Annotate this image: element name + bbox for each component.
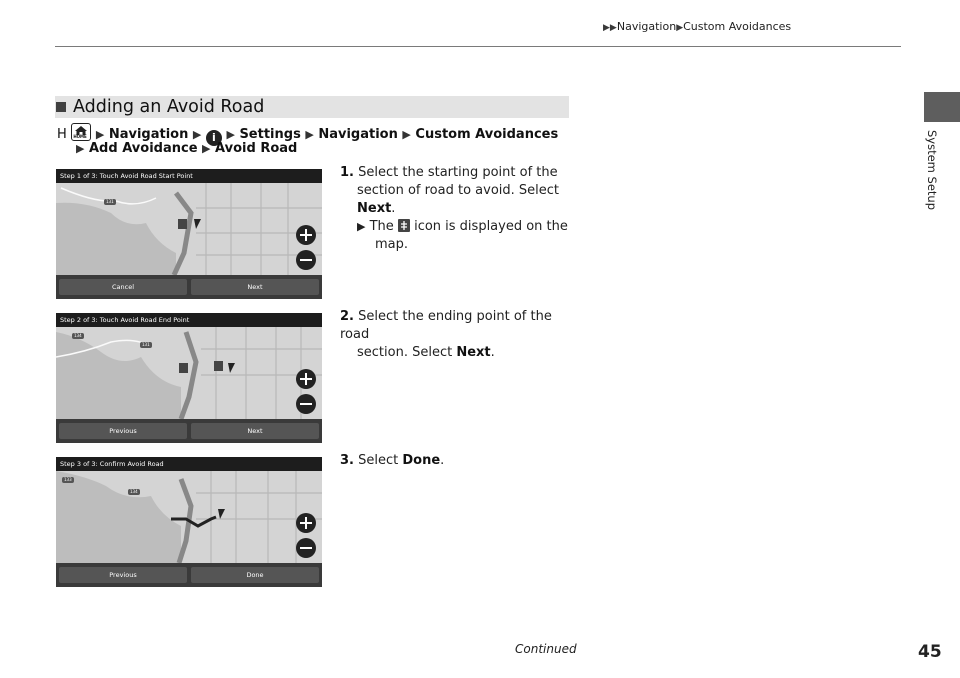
triangle-icon: ▶	[226, 128, 235, 141]
route-badge: 134	[74, 333, 82, 338]
path-item: Navigation	[108, 127, 189, 142]
menu-path-continued	[76, 141, 297, 156]
screenshot-step-3	[56, 457, 322, 587]
triangle-icon: ▶	[202, 142, 211, 155]
continued-label: Continued	[515, 642, 577, 656]
route-badge: 133	[64, 477, 72, 482]
triangle-icon: ▶	[95, 128, 105, 141]
screenshot-step-2	[56, 313, 322, 443]
screen-title: Step 2 of 3: Touch Avoid Road End Point	[56, 313, 322, 327]
previous-button[interactable]: Previous	[59, 567, 187, 583]
route-badge: 131	[106, 199, 114, 204]
triangle-icon: ▶	[76, 142, 85, 155]
cancel-button[interactable]: Cancel	[59, 279, 187, 295]
side-tab-label: System Setup	[925, 130, 939, 211]
screen-title: Step 3 of 3: Confirm Avoid Road	[56, 457, 322, 471]
breadcrumb-item[interactable]: Custom Avoidances	[683, 20, 792, 33]
path-item: Settings	[239, 127, 301, 142]
button-bar	[56, 419, 322, 443]
section-header	[55, 96, 569, 118]
h-glyph: H	[57, 127, 67, 142]
section-title: Adding an Avoid Road	[73, 97, 265, 117]
breadcrumb	[603, 20, 791, 33]
triangle-icon: ▶	[676, 23, 684, 33]
next-button[interactable]: Next	[191, 423, 319, 439]
next-button[interactable]: Next	[191, 279, 319, 295]
breadcrumb-item[interactable]: Navigation	[616, 20, 677, 33]
step-3: 3. Select Done.	[340, 453, 445, 468]
path-item: Avoid Road	[215, 141, 298, 156]
info-icon: i	[206, 130, 222, 146]
triangle-icon: ▶	[305, 128, 314, 141]
triangle-icon: ▶	[402, 128, 411, 141]
screenshot-step-1	[56, 169, 322, 299]
avoid-point-icon	[398, 219, 410, 232]
step-2: 2. Select the ending point of the road section. Select Next.	[340, 309, 552, 360]
map-view	[56, 327, 322, 419]
home-button-icon: HOME	[71, 123, 91, 141]
done-button[interactable]: Done	[191, 567, 319, 583]
square-bullet-icon	[56, 102, 66, 112]
path-item: Navigation	[318, 127, 398, 142]
page-number: 45	[918, 642, 942, 662]
route-badge: 131	[142, 342, 150, 347]
section-tab-marker	[924, 92, 960, 122]
route-badge: 134	[130, 489, 138, 494]
path-item: Custom Avoidances	[415, 127, 559, 142]
previous-button[interactable]: Previous	[59, 423, 187, 439]
triangle-icon: ▶▶	[603, 23, 617, 33]
path-item: Add Avoidance	[89, 141, 198, 156]
button-bar	[56, 563, 322, 587]
map-view	[56, 471, 322, 563]
step-1: 1. Select the starting point of the section of road to avoid. Select Next. ▶ The icon is displayed on the map.	[340, 165, 568, 252]
screen-title: Step 1 of 3: Touch Avoid Road Start Point	[56, 169, 322, 183]
map-view	[56, 183, 322, 275]
button-bar	[56, 275, 322, 299]
header-divider	[55, 46, 901, 47]
triangle-icon: ▶	[192, 128, 202, 141]
